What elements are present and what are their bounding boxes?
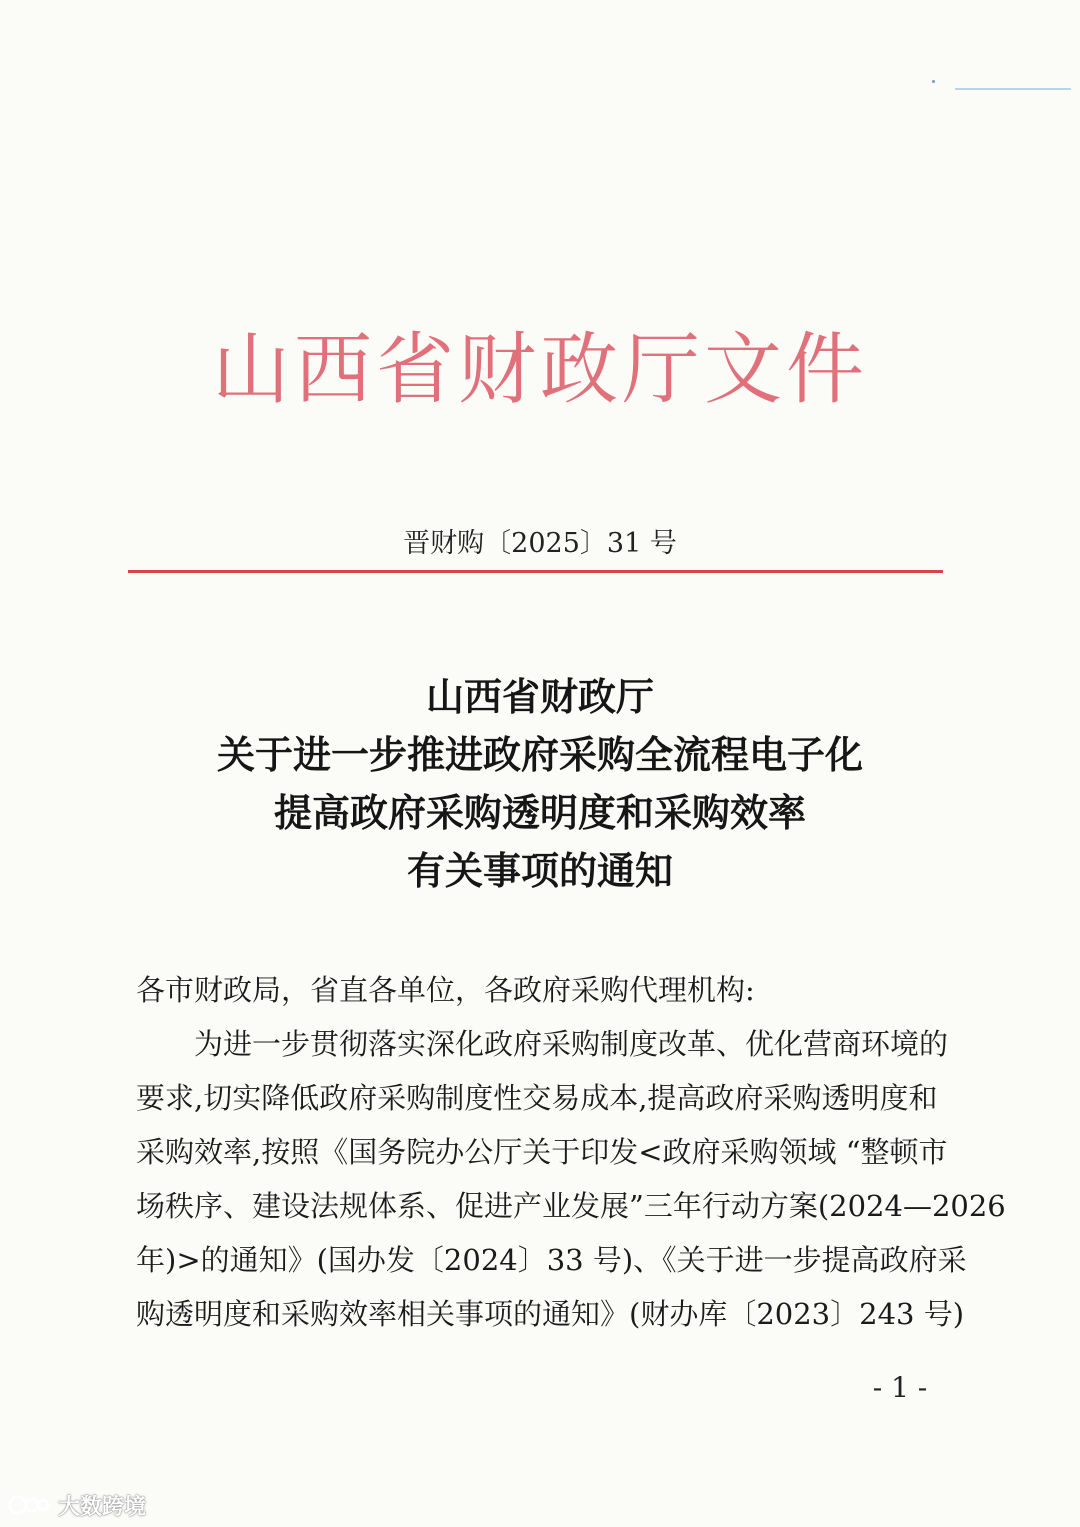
- paragraph-line: 场秩序、建设法规体系、促进产业发展”三年行动方案(2024—2026: [136, 1189, 1006, 1223]
- document-masthead: 山西省财政厅文件: [211, 325, 868, 415]
- document-title: [100, 668, 980, 900]
- title-line: 山西省财政厅: [425, 675, 654, 719]
- watermark-text: 大数跨境: [58, 1494, 147, 1520]
- page-number: - 1 -: [872, 1371, 928, 1404]
- red-divider-line: [128, 570, 943, 573]
- paragraph-line: 要求,切实降低政府采购制度性交易成本,提高政府采购透明度和: [136, 1081, 938, 1115]
- document-number: 晋财购〔2025〕31 号: [403, 528, 677, 559]
- salutation: 各市财政局，省直各单位，各政府采购代理机构:: [136, 973, 755, 1007]
- watermark-logo-icon: [8, 1493, 52, 1517]
- paragraph-line: 为进一步贯彻落实深化政府采购制度改革、优化营商环境的: [194, 1027, 949, 1061]
- scan-artifact-dot: [932, 80, 935, 83]
- paragraph-line: 购透明度和采购效率相关事项的通知》(财办库〔2023〕243 号): [136, 1297, 965, 1331]
- watermark: [8, 1490, 146, 1520]
- title-line: 有关事项的通知: [406, 849, 673, 893]
- paragraph-line: 采购效率,按照《国务院办公厅关于印发<政府采购领域 “整顿市: [136, 1135, 948, 1169]
- title-line: 提高政府采购透明度和采购效率: [273, 791, 806, 835]
- paragraph-line: 年)>的通知》(国办发〔2024〕33 号)、《关于进一步提高政府采: [136, 1243, 967, 1277]
- document-body: [136, 963, 1006, 1341]
- scan-artifact-line: [955, 88, 1071, 90]
- title-line: 关于进一步推进政府采购全流程电子化: [216, 733, 863, 777]
